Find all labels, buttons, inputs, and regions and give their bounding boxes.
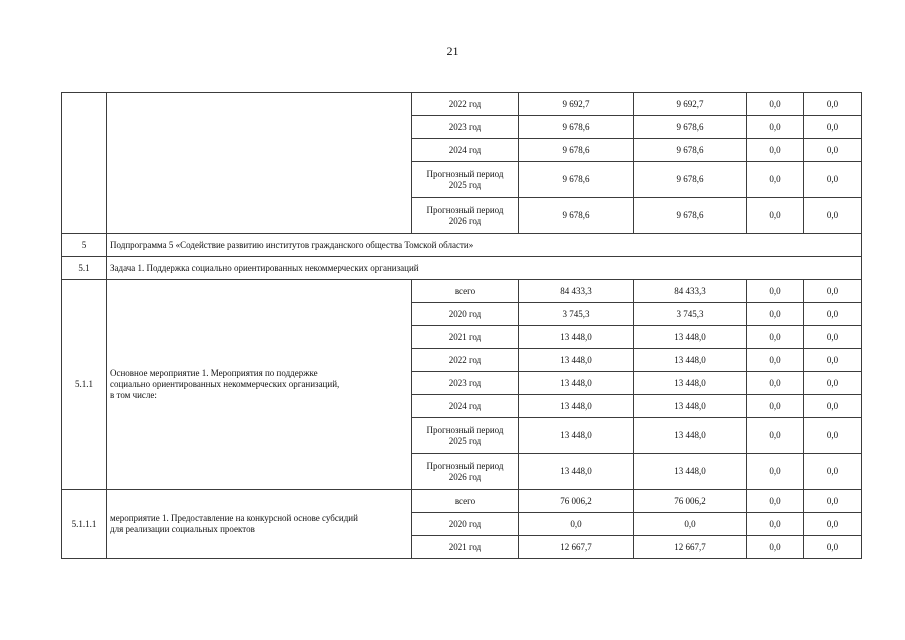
table-row [62,280,862,303]
regional-budget-cell: 9 678,6 [634,116,747,139]
year-cell [412,162,519,198]
total-cell: 13 448,0 [519,326,634,349]
regional-budget-cell: 13 448,0 [634,454,747,490]
year-cell: 2020 год [412,513,519,536]
federal-budget-cell: 0,0 [747,372,804,395]
regional-budget-cell: 9 678,6 [634,162,747,198]
total-cell: 84 433,3 [519,280,634,303]
other-sources-cell: 0,0 [804,395,862,418]
federal-budget-cell: 0,0 [747,513,804,536]
number-cell [62,93,107,234]
forecast-year: 2025 год [448,179,482,190]
other-sources-cell: 0,0 [804,162,862,198]
task-number: 5.1 [62,257,107,280]
year-cell: 2024 год [412,395,519,418]
total-cell: 13 448,0 [519,349,634,372]
regional-budget-cell: 3 745,3 [634,303,747,326]
federal-budget-cell: 0,0 [747,418,804,454]
federal-budget-cell: 0,0 [747,198,804,234]
total-cell: 3 745,3 [519,303,634,326]
table-row [62,490,862,513]
regional-budget-cell: 13 448,0 [634,418,747,454]
year-cell [412,198,519,234]
federal-budget-cell: 0,0 [747,536,804,559]
forecast-year: 2026 год [448,215,482,226]
other-sources-cell: 0,0 [804,326,862,349]
subprogram-number: 5 [62,234,107,257]
main-event-name-line: в том числе: [110,390,157,400]
other-sources-cell: 0,0 [804,116,862,139]
regional-budget-cell: 84 433,3 [634,280,747,303]
subprogram-row [62,234,862,257]
year-cell: 2022 год [412,93,519,116]
other-sources-cell: 0,0 [804,454,862,490]
total-cell: 9 678,6 [519,139,634,162]
federal-budget-cell: 0,0 [747,490,804,513]
total-cell: 9 692,7 [519,93,634,116]
regional-budget-cell: 9 678,6 [634,139,747,162]
other-sources-cell: 0,0 [804,280,862,303]
total-cell: 0,0 [519,513,634,536]
total-cell: 13 448,0 [519,418,634,454]
federal-budget-cell: 0,0 [747,349,804,372]
regional-budget-cell: 0,0 [634,513,747,536]
year-cell: всего [412,280,519,303]
forecast-year: 2026 год [448,471,482,482]
table-row [62,93,862,116]
year-cell [412,418,519,454]
federal-budget-cell: 0,0 [747,162,804,198]
year-cell: 2023 год [412,116,519,139]
regional-budget-cell: 76 006,2 [634,490,747,513]
regional-budget-cell: 13 448,0 [634,349,747,372]
year-cell: 2023 год [412,372,519,395]
regional-budget-cell: 13 448,0 [634,395,747,418]
year-cell: 2020 год [412,303,519,326]
year-cell: 2021 год [412,536,519,559]
federal-budget-cell: 0,0 [747,326,804,349]
year-cell: 2021 год [412,326,519,349]
main-event-number: 5.1.1 [62,280,107,490]
task-row [62,257,862,280]
forecast-label: Прогнозный период [426,168,504,179]
year-cell: 2024 год [412,139,519,162]
total-cell: 9 678,6 [519,198,634,234]
total-cell: 12 667,7 [519,536,634,559]
total-cell: 76 006,2 [519,490,634,513]
federal-budget-cell: 0,0 [747,139,804,162]
other-sources-cell: 0,0 [804,372,862,395]
other-sources-cell: 0,0 [804,536,862,559]
event-name [107,490,412,559]
total-cell: 9 678,6 [519,162,634,198]
regional-budget-cell: 13 448,0 [634,326,747,349]
event-name-line: для реализации социальных проектов [110,524,255,534]
other-sources-cell: 0,0 [804,139,862,162]
budget-table [61,92,862,559]
other-sources-cell: 0,0 [804,198,862,234]
total-cell: 13 448,0 [519,395,634,418]
event-number: 5.1.1.1 [62,490,107,559]
regional-budget-cell: 9 692,7 [634,93,747,116]
regional-budget-cell: 12 667,7 [634,536,747,559]
regional-budget-cell: 13 448,0 [634,372,747,395]
other-sources-cell: 0,0 [804,93,862,116]
total-cell: 13 448,0 [519,372,634,395]
federal-budget-cell: 0,0 [747,116,804,139]
regional-budget-cell: 9 678,6 [634,198,747,234]
forecast-label: Прогнозный период [426,460,504,471]
federal-budget-cell: 0,0 [747,280,804,303]
forecast-year: 2025 год [448,435,482,446]
total-cell: 13 448,0 [519,454,634,490]
other-sources-cell: 0,0 [804,490,862,513]
year-cell: 2022 год [412,349,519,372]
federal-budget-cell: 0,0 [747,93,804,116]
year-cell [412,454,519,490]
main-event-name-line: Основное мероприятие 1. Мероприятия по поддержке [110,368,318,378]
name-cell [107,93,412,234]
total-cell: 9 678,6 [519,116,634,139]
event-name-line: мероприятие 1. Предоставление на конкурсной основе субсидий [110,513,358,523]
forecast-label: Прогнозный период [426,424,504,435]
federal-budget-cell: 0,0 [747,454,804,490]
year-cell: всего [412,490,519,513]
main-event-name [107,280,412,490]
subprogram-title: Подпрограмма 5 «Содействие развитию институтов гражданского общества Томской области» [107,234,862,257]
other-sources-cell: 0,0 [804,303,862,326]
federal-budget-cell: 0,0 [747,395,804,418]
other-sources-cell: 0,0 [804,513,862,536]
federal-budget-cell: 0,0 [747,303,804,326]
other-sources-cell: 0,0 [804,418,862,454]
page-number: 21 [446,44,459,58]
other-sources-cell: 0,0 [804,349,862,372]
main-event-name-line: социально ориентированных некоммерческих организаций, [110,379,340,389]
forecast-label: Прогнозный период [426,204,504,215]
task-title: Задача 1. Поддержка социально ориентированных некоммерческих организаций [107,257,862,280]
